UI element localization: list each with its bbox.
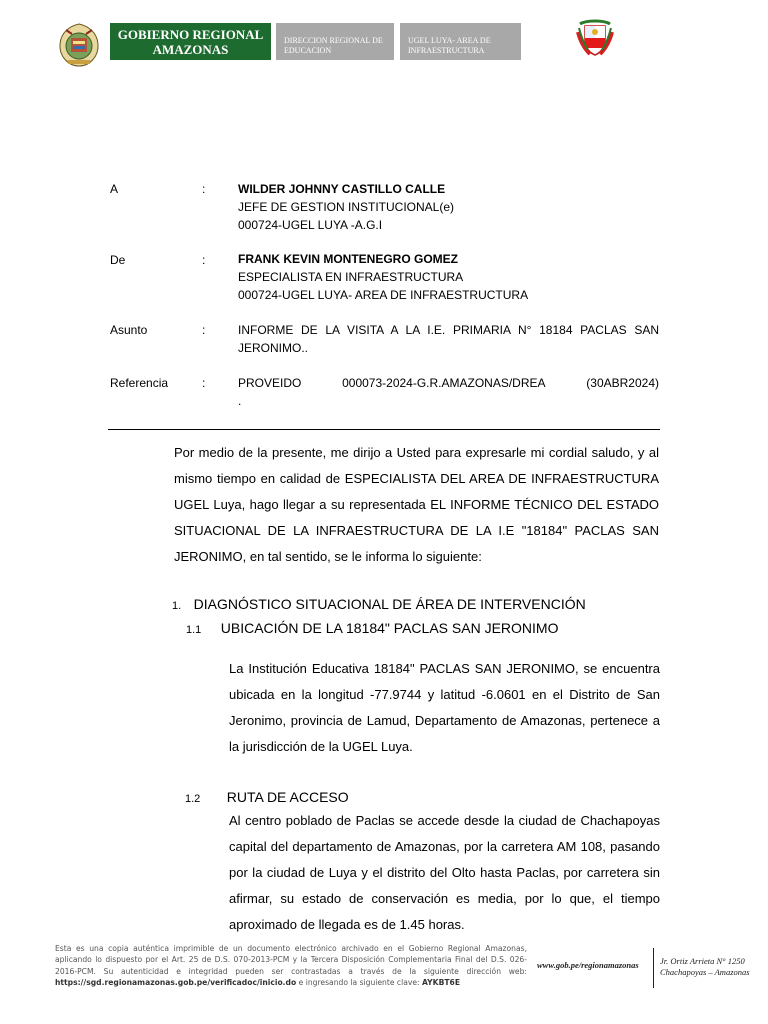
subject-text: INFORME DE LA VISITA A LA I.E. PRIMARIA N° 18184 PACLAS SAN JERONIMO.. <box>238 323 659 355</box>
intro-paragraph: Por medio de la presente, me dirijo a Usted para expresarle mi cordial saludo, y al mismo tiempo en calidad de ESPECIALISTA DEL AREA DE INFRAESTRUCTURA UGEL Luya, hago llegar a su representada EL INFORME TÉCNICO DEL ESTADO SITUACIONAL DE LA INFRAESTRUCTURA DE LA I.E "18184" PACLAS SAN JERONIMO, en tal sentido, se le informa lo siguiente: <box>174 445 659 564</box>
reference-date: (30ABR2024) <box>586 376 659 390</box>
section-1-1-heading <box>186 620 558 638</box>
reference-block <box>238 374 659 410</box>
from-block <box>238 250 528 304</box>
address-line-1: Jr. Ortiz Arrieta N° 1250 <box>660 956 745 966</box>
section-1-2-heading <box>185 789 349 807</box>
verification-key: AYKBT6E <box>422 977 461 987</box>
section-1-number: 1. <box>172 600 182 612</box>
section-1-2-paragraph: Al centro poblado de Paclas se accede desde la ciudad de Chachapoyas capital del departamento de Amazonas, por la carretera AM 108, pasando por la ciudad de Luya y el distrito del Olto hasta Paclas, por carretera sin afirmar, su estado de conservación es media, por lo que, el tiempo aproximado de llegada es de 1.45 horas. <box>229 813 660 932</box>
section-1-1-number: 1.1 <box>186 624 202 636</box>
dre-line-2: EDUCACION <box>284 46 332 55</box>
subject-colon: : <box>202 323 206 337</box>
ugel-luya-banner <box>400 23 521 60</box>
peru-coat-of-arms-icon <box>576 18 614 58</box>
from-colon: : <box>202 253 206 267</box>
from-name: FRANK KEVIN MONTENEGRO GOMEZ <box>238 252 459 266</box>
verification-link[interactable]: https://sgd.regionamazonas.gob.pe/verificadoc/inicio.do <box>55 977 297 987</box>
section-1-title: DIAGNÓSTICO SITUACIONAL DE ÁREA DE INTERVENCIÓN <box>193 596 586 612</box>
reference-dot: . <box>238 394 242 408</box>
reference-code: 000073-2024-G.R.AMAZONAS/DREA <box>342 376 546 390</box>
section-1-1-title: UBICACIÓN DE LA 18184" PACLAS SAN JERONIMO <box>220 620 559 636</box>
section-1-2-number: 1.2 <box>185 793 201 805</box>
footer-separator <box>653 948 654 988</box>
regional-seal-logo <box>58 22 100 68</box>
to-office: 000724-UGEL LUYA -A.G.I <box>238 218 383 232</box>
gobierno-regional-banner <box>110 23 271 60</box>
header-divider <box>108 429 660 430</box>
notice-text: Esta es una copia auténtica imprimible de un documento electrónico archivado en el Gobierno Regional Amazonas, aplicando lo dispuesto por el Art. 25 de D.S. 070-2013-PCM y la Tercera Disposición Complementaria Final del D.S. 026-2016-PCM. Su autenticidad e integridad pueden ser contrastadas a través de la siguiente dirección web: <box>55 944 527 976</box>
section-1-1-paragraph: La Institución Educativa 18184" PACLAS SAN JERONIMO, se encuentra ubicada en la longitud -77.9744 y latitud -6.0601 en el Distrito de San Jeronimo, provincia de Lamud, Departamento de Amazonas, pertenece a la jurisdicción de la UGEL Luya. <box>229 661 660 754</box>
to-colon: : <box>202 182 206 196</box>
reference-colon: : <box>202 376 206 390</box>
from-label: De <box>110 253 126 267</box>
section-1-heading <box>172 596 586 614</box>
address-line-2: Chachapoyas – Amazonas <box>660 967 750 977</box>
gov-line-2: AMAZONAS <box>152 42 229 57</box>
authenticity-notice <box>55 943 527 988</box>
direccion-regional-banner <box>276 23 394 60</box>
reference-label: Referencia <box>110 376 169 390</box>
dre-line-1: DIRECCION REGIONAL DE <box>284 36 383 45</box>
to-role: JEFE DE GESTION INSTITUCIONAL(e) <box>238 200 455 214</box>
to-name: WILDER JOHNNY CASTILLO CALLE <box>238 182 446 196</box>
reference-type: PROVEIDO <box>238 376 302 390</box>
website-link[interactable]: www.gob.pe/regionamazonas <box>537 960 639 970</box>
address-block <box>660 956 750 978</box>
subject-label: Asunto <box>110 323 148 337</box>
ugel-line-2: INFRAESTRUCTURA <box>408 46 485 55</box>
from-office: 000724-UGEL LUYA- AREA DE INFRAESTRUCTURA <box>238 288 529 302</box>
notice-text-2: e ingresando la siguiente clave: <box>298 977 420 987</box>
to-label: A <box>110 182 119 196</box>
section-1-2-title: RUTA DE ACCESO <box>226 789 349 805</box>
from-role: ESPECIALISTA EN INFRAESTRUCTURA <box>238 270 464 284</box>
ugel-line-1: UGEL LUYA- AREA DE <box>408 36 491 45</box>
gov-line-1: GOBIERNO REGIONAL <box>117 27 264 42</box>
to-block <box>238 180 454 234</box>
